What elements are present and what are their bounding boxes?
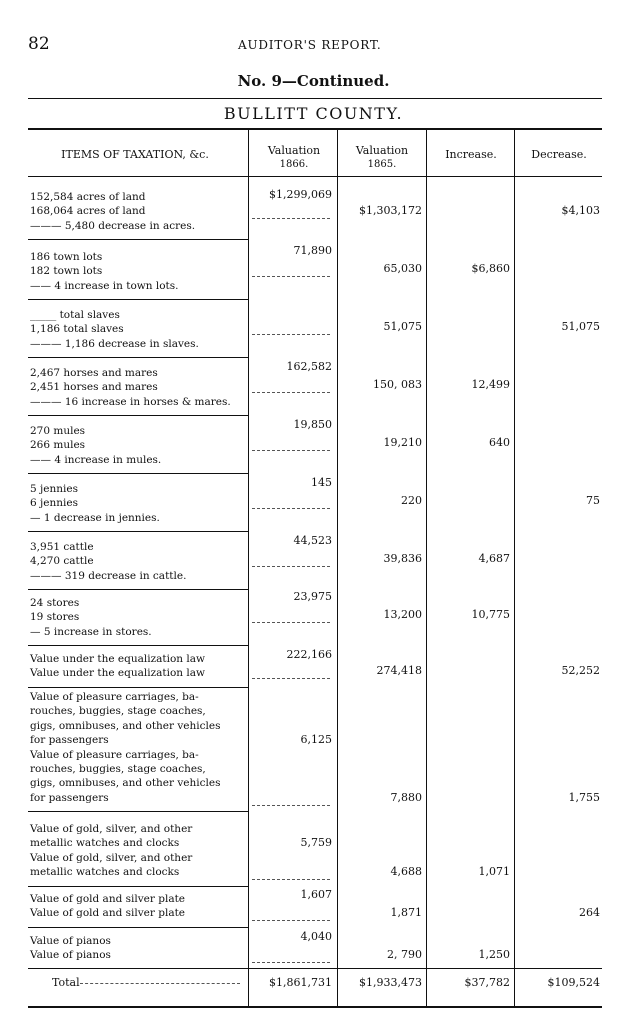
- item-line: [30, 204, 146, 218]
- cell-val1865: 2, 790: [387, 948, 422, 961]
- item-text: 186 town lots: [30, 251, 103, 263]
- item-text: Value under the equalization law: [30, 667, 205, 680]
- table-subtitle: No. 9—Continued.: [237, 72, 390, 90]
- cell-val1865: 4,688: [390, 865, 422, 879]
- item-line: [30, 934, 111, 948]
- item-text: metallic watches and clocks: [30, 837, 180, 850]
- row-separator: [28, 811, 248, 812]
- col-divider-1: [248, 130, 249, 1008]
- item-text: 2,467 horses and mares: [30, 367, 158, 379]
- cell-rule: [252, 392, 330, 393]
- item-text: 19 stores: [30, 611, 80, 624]
- item-line: [30, 836, 179, 850]
- item-text: 2,451 horses and mares: [30, 381, 158, 394]
- item-line: [30, 380, 158, 394]
- cell-val1866: 145: [311, 476, 332, 489]
- item-line: [30, 279, 179, 293]
- item-text: 24 stores: [30, 597, 80, 609]
- item-text: metallic watches and clocks: [30, 866, 180, 879]
- row-separator: [28, 239, 248, 240]
- cell-increase: $6,860: [471, 262, 510, 275]
- cell-rule: [252, 276, 330, 277]
- row-separator: [28, 645, 248, 646]
- item-text: gigs, omnibuses, and other vehicles: [30, 719, 221, 732]
- item-line: [30, 625, 152, 639]
- cell-decrease: 52,252: [561, 664, 600, 677]
- cell-increase: 4,687: [478, 552, 510, 565]
- item-text: _____ total slaves: [30, 309, 120, 321]
- item-text: 182 town lots: [30, 265, 103, 278]
- col-divider-3: [426, 130, 427, 1008]
- item-text: Value of pleasure carriages, ba-: [30, 691, 199, 703]
- item-text: ——— 1,186 decrease in slaves.: [30, 337, 199, 350]
- item-line: [30, 453, 161, 467]
- item-text: —— 4 increase in mules.: [30, 453, 162, 466]
- item-line: [30, 190, 146, 204]
- cell-rule: [252, 805, 330, 806]
- cell-val1866: 44,523: [293, 534, 332, 547]
- item-line: [30, 337, 199, 351]
- item-text: 168,064 acres of land: [30, 205, 146, 218]
- item-line: [30, 496, 78, 510]
- cell-increase: 1,071: [478, 865, 510, 879]
- cell-val1865: $1,303,172: [359, 204, 422, 217]
- item-text: 5 jennies: [30, 483, 78, 495]
- cell-rule: [252, 920, 330, 921]
- row-separator: [28, 927, 248, 928]
- total-val1866: $1,861,731: [269, 976, 332, 989]
- item-line: [30, 219, 195, 233]
- cell-val1865: 1,871: [390, 906, 422, 919]
- row-separator: [28, 299, 248, 300]
- col-val1866-label: Valuation: [267, 144, 321, 157]
- item-line: [30, 438, 85, 452]
- page-header: [28, 34, 588, 54]
- row-separator: [28, 886, 248, 887]
- cell-rule: [252, 218, 330, 219]
- item-line: [30, 424, 85, 438]
- item-line: [30, 322, 124, 336]
- cell-decrease: $4,103: [561, 204, 600, 217]
- col-val1865-header: [338, 144, 426, 171]
- item-line: [30, 511, 160, 525]
- item-line: [30, 733, 109, 747]
- item-line: [30, 264, 102, 278]
- cell-val1866: 19,850: [293, 418, 332, 431]
- cell-rule: [252, 678, 330, 679]
- row-separator: [28, 415, 248, 416]
- cell-rule: [252, 962, 330, 963]
- cell-increase: 12,499: [471, 378, 510, 391]
- item-text: for passengers: [30, 734, 109, 747]
- item-text: Value under the equalization law: [30, 653, 205, 665]
- cell-val1865: 13,200: [383, 608, 422, 621]
- total-label: Total: [52, 976, 80, 989]
- row-separator: [28, 687, 248, 688]
- item-line: [30, 906, 185, 920]
- item-text: for passengers: [30, 791, 109, 804]
- item-text: ——— 319 decrease in cattle.: [30, 569, 187, 582]
- item-text: gigs, omnibuses, and other vehicles: [30, 777, 221, 790]
- item-text: Value of gold, silver, and other: [30, 851, 193, 864]
- item-line: [30, 791, 109, 805]
- total-val1865: $1,933,473: [359, 976, 422, 989]
- rule-total-top: [28, 968, 602, 969]
- cell-val1866: 4,040: [300, 930, 332, 943]
- cell-val1866: 5,759: [300, 836, 332, 850]
- cell-decrease: 75: [586, 494, 600, 507]
- item-line: [30, 596, 79, 610]
- item-line: [30, 610, 79, 624]
- col-decrease-header: Decrease.: [531, 148, 587, 161]
- county-title: BULLITT COUNTY.: [223, 104, 404, 123]
- total-decrease: $109,524: [547, 976, 600, 989]
- rule-top: [28, 98, 602, 99]
- cell-val1866: 6,125: [300, 733, 332, 747]
- item-text: ——— 5,480 decrease in acres.: [30, 219, 196, 232]
- item-line: [30, 865, 179, 879]
- cell-val1866: 222,166: [286, 648, 332, 661]
- item-line: [30, 366, 158, 380]
- total-row: [52, 976, 240, 990]
- cell-rule: [252, 879, 330, 880]
- item-line: [30, 822, 192, 836]
- item-line: [30, 748, 199, 762]
- item-line: [30, 554, 94, 568]
- item-text: —— 4 increase in town lots.: [30, 279, 179, 292]
- item-line: [30, 250, 102, 264]
- item-line: [30, 776, 220, 790]
- cell-decrease: 1,755: [568, 790, 600, 804]
- col-increase-header: Increase.: [445, 148, 497, 161]
- cell-val1865: 150, 083: [373, 378, 422, 391]
- cell-rule: [252, 508, 330, 509]
- item-text: 3,951 cattle: [30, 541, 94, 553]
- running-head: AUDITOR'S REPORT.: [238, 38, 382, 52]
- item-line: [30, 719, 220, 733]
- item-text: rouches, buggies, stage coaches,: [30, 763, 206, 775]
- rule-bottom: [28, 1006, 602, 1008]
- col-divider-4: [514, 130, 515, 1008]
- cell-rule: [252, 566, 330, 567]
- cell-rule: [252, 450, 330, 451]
- item-line: [30, 851, 192, 865]
- item-text: — 5 increase in stores.: [30, 625, 152, 638]
- cell-decrease: 264: [579, 906, 600, 919]
- cell-val1865: 39,836: [383, 552, 422, 565]
- cell-increase: 1,250: [478, 948, 510, 961]
- total-leader: [80, 983, 240, 984]
- row-separator: [28, 589, 248, 590]
- item-line: [30, 892, 185, 906]
- col-items-header: ITEMS OF TAXATION, &c.: [61, 148, 209, 161]
- item-text: 270 mules: [30, 425, 86, 437]
- item-line: [30, 569, 186, 583]
- cell-rule: [252, 622, 330, 623]
- item-text: Value of gold and silver plate: [30, 893, 186, 905]
- item-text: ——— 16 increase in horses & mares.: [30, 395, 231, 408]
- item-line: [30, 690, 199, 704]
- item-line: [30, 395, 231, 409]
- col-val1865-year: 1865.: [367, 159, 397, 170]
- cell-val1866: 71,890: [293, 244, 332, 257]
- item-line: [30, 482, 78, 496]
- item-text: 1,186 total slaves: [30, 323, 124, 336]
- col-val1866-header: [250, 144, 338, 171]
- item-line: [30, 308, 120, 322]
- page-number: 82: [28, 34, 50, 54]
- item-text: 152,584 acres of land: [30, 191, 146, 203]
- rule-header-bottom: [28, 176, 602, 177]
- cell-val1866: $1,299,069: [269, 188, 332, 201]
- item-line: [30, 540, 94, 554]
- cell-val1865: 220: [401, 494, 422, 507]
- cell-decrease: 51,075: [561, 320, 600, 333]
- cell-rule: [252, 334, 330, 335]
- item-line: [30, 948, 111, 962]
- row-separator: [28, 357, 248, 358]
- total-increase: $37,782: [464, 976, 510, 989]
- rule-county: [28, 128, 602, 130]
- col-val1866-year: 1866.: [279, 159, 309, 170]
- col-val1865-label: Valuation: [355, 144, 409, 157]
- item-text: 6 jennies: [30, 497, 78, 510]
- row-separator: [28, 531, 248, 532]
- item-line: [30, 704, 206, 718]
- item-text: 266 mules: [30, 439, 86, 452]
- item-text: rouches, buggies, stage coaches,: [30, 705, 206, 718]
- item-line: [30, 762, 206, 776]
- item-text: Value of pianos: [30, 935, 111, 947]
- item-text: Value of gold, silver, and other: [30, 823, 193, 835]
- cell-val1865: 51,075: [383, 320, 422, 333]
- item-line: [30, 666, 205, 680]
- item-text: Value of pleasure carriages, ba-: [30, 748, 199, 761]
- cell-val1866: 23,975: [293, 590, 332, 603]
- item-text: 4,270 cattle: [30, 555, 94, 568]
- cell-val1865: 65,030: [383, 262, 422, 275]
- cell-val1865: 7,880: [390, 790, 422, 804]
- item-text: — 1 decrease in jennies.: [30, 511, 160, 524]
- cell-increase: 10,775: [471, 608, 510, 621]
- item-text: Value of gold and silver plate: [30, 907, 186, 920]
- item-line: [30, 652, 205, 666]
- cell-val1866: 162,582: [286, 360, 332, 373]
- cell-val1865: 19,210: [383, 436, 422, 449]
- item-text: Value of pianos: [30, 949, 111, 962]
- cell-val1865: 274,418: [376, 664, 422, 677]
- row-separator: [28, 473, 248, 474]
- cell-increase: 640: [489, 436, 510, 449]
- cell-val1866: 1,607: [300, 888, 332, 901]
